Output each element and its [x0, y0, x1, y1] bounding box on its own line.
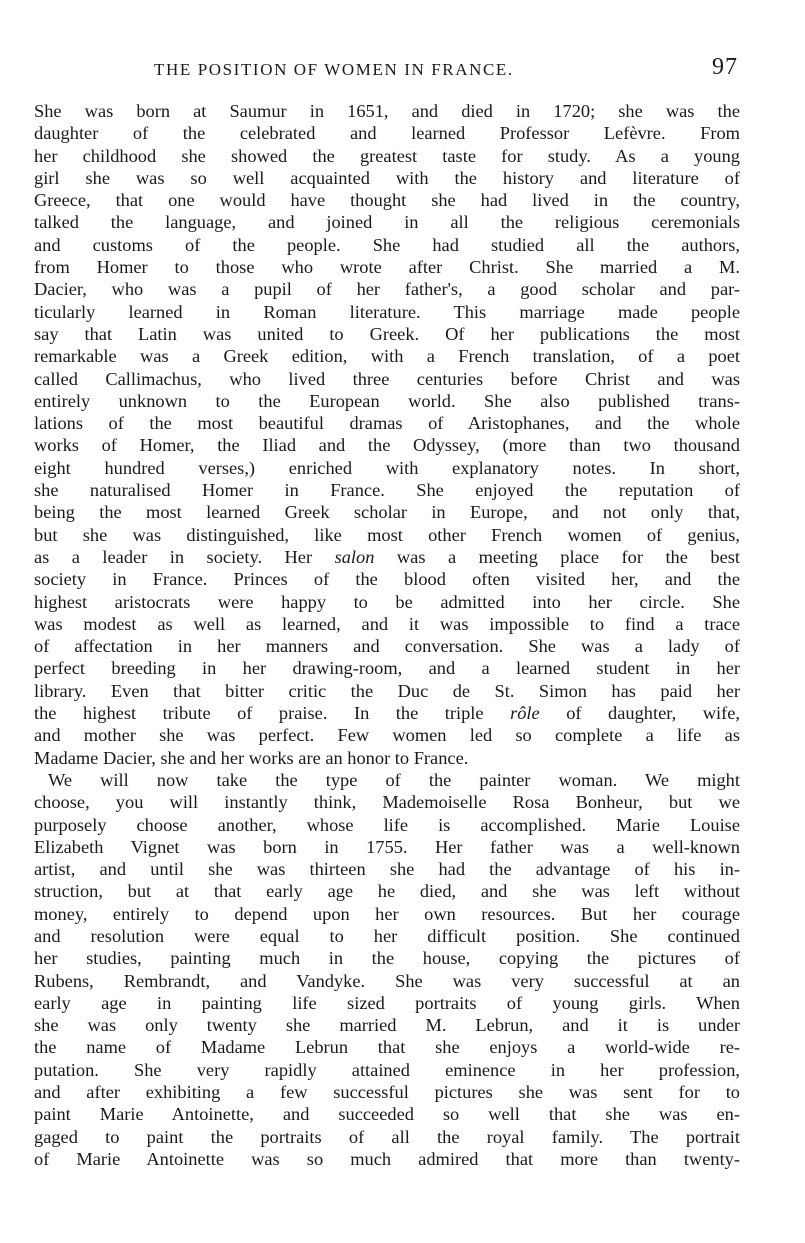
text-line: library. Even that bitter critic the Duc de St. Simon has paid her — [34, 680, 740, 701]
text-line: the highest tribute of praise. In the triple rôle of daughter, wife, — [34, 703, 740, 724]
text-line: girl she was so well acquainted with the history and literature of — [34, 167, 740, 188]
text-line: entirely unknown to the European world. She also published trans- — [34, 390, 740, 411]
text-line: but she was distinguished, like most other French women of genius, — [34, 524, 740, 545]
text-line: eight hundred verses,) enriched with explanatory notes. In short, — [34, 457, 740, 478]
text-line: of affectation in her manners and conversation. She was a lady of — [34, 636, 740, 657]
text-line: money, entirely to depend upon her own resources. But her courage — [34, 903, 740, 924]
text-line: paint Marie Antoinette, and succeeded so well that she was en- — [34, 1104, 740, 1125]
text-line: was modest as well as learned, and it was impossible to find a trace — [34, 613, 740, 634]
text-line: her studies, painting much in the house, copying the pictures of — [34, 948, 740, 969]
text-line: being the most learned Greek scholar in Europe, and not only that, — [34, 502, 740, 523]
text-line: her childhood she showed the greatest taste for study. As a young — [34, 145, 740, 166]
body-text — [34, 100, 740, 1170]
text-line: she naturalised Homer in France. She enjoyed the reputation of — [34, 480, 740, 501]
text-line: from Homer to those who wrote after Christ. She married a M. — [34, 257, 740, 278]
text-line: lations of the most beautiful dramas of Aristophanes, and the whole — [34, 413, 740, 434]
italic-word: salon — [334, 546, 375, 567]
text-line: gaged to paint the portraits of all the royal family. The portrait — [34, 1126, 740, 1147]
page-number: 97 — [712, 54, 738, 80]
italic-word: rôle — [510, 703, 540, 724]
text-line: highest aristocrats were happy to be admitted into her circle. She — [34, 591, 740, 612]
running-head — [34, 54, 740, 84]
text-line: and after exhibiting a few successful pictures she was sent for to — [34, 1082, 740, 1103]
text-line: and resolution were equal to her difficult position. She continued — [34, 925, 740, 946]
text-line: she was only twenty she married M. Lebrun, and it is under — [34, 1015, 740, 1036]
text-line: and mother she was perfect. Few women led so complete a life as — [34, 725, 740, 746]
text-line: talked the language, and joined in all the religious ceremonials — [34, 212, 740, 233]
text-line: called Callimachus, who lived three centuries before Christ and was — [34, 368, 740, 389]
text-line: perfect breeding in her drawing-room, and a learned student in her — [34, 658, 740, 679]
text-line: Rubens, Rembrandt, and Vandyke. She was very successful at an — [34, 970, 740, 991]
running-title: THE POSITION OF WOMEN IN FRANCE. — [154, 60, 514, 79]
text-line: Greece, that one would have thought she had lived in the country, — [34, 190, 740, 211]
text-line: early age in painting life sized portraits of young girls. When — [34, 992, 740, 1013]
text-line: Dacier, who was a pupil of her father's, a good scholar and par- — [34, 279, 740, 300]
text-line: ticularly learned in Roman literature. This marriage made people — [34, 301, 740, 322]
text-line: works of Homer, the Iliad and the Odyssey, (more than two thousand — [34, 435, 740, 456]
text-line: the name of Madame Lebrun that she enjoys a world-wide re- — [34, 1037, 740, 1058]
text-line: as a leader in society. Her salon was a meeting place for the best — [34, 546, 741, 567]
text-line: purposely choose another, whose life is accomplished. Marie Louise — [34, 814, 740, 835]
text-line: daughter of the celebrated and learned Professor Lefèvre. From — [34, 123, 740, 144]
text-line: say that Latin was united to Greek. Of her publications the most — [34, 323, 740, 344]
text-line: We will now take the type of the painter woman. We might — [48, 769, 740, 790]
text-line: artist, and until she was thirteen she had the advantage of his in- — [34, 859, 740, 880]
text-line: choose, you will instantly think, Mademoiselle Rosa Bonheur, but we — [34, 792, 740, 813]
text-line: Elizabeth Vignet was born in 1755. Her father was a well-known — [34, 836, 740, 857]
text-line: struction, but at that early age he died, and she was left without — [34, 881, 740, 902]
text-line: society in France. Princes of the blood often visited her, and the — [34, 569, 740, 590]
text-line: and customs of the people. She had studied all the authors, — [34, 234, 740, 255]
text-line: of Marie Antoinette was so much admired that more than twenty- — [34, 1148, 740, 1169]
text-line: remarkable was a Greek edition, with a French translation, of a poet — [34, 346, 740, 367]
text-line: putation. She very rapidly attained eminence in her profession, — [34, 1059, 740, 1080]
text-line: Madame Dacier, she and her works are an honor to France. — [34, 747, 469, 768]
text-line: She was born at Saumur in 1651, and died in 1720; she was the — [34, 101, 740, 121]
